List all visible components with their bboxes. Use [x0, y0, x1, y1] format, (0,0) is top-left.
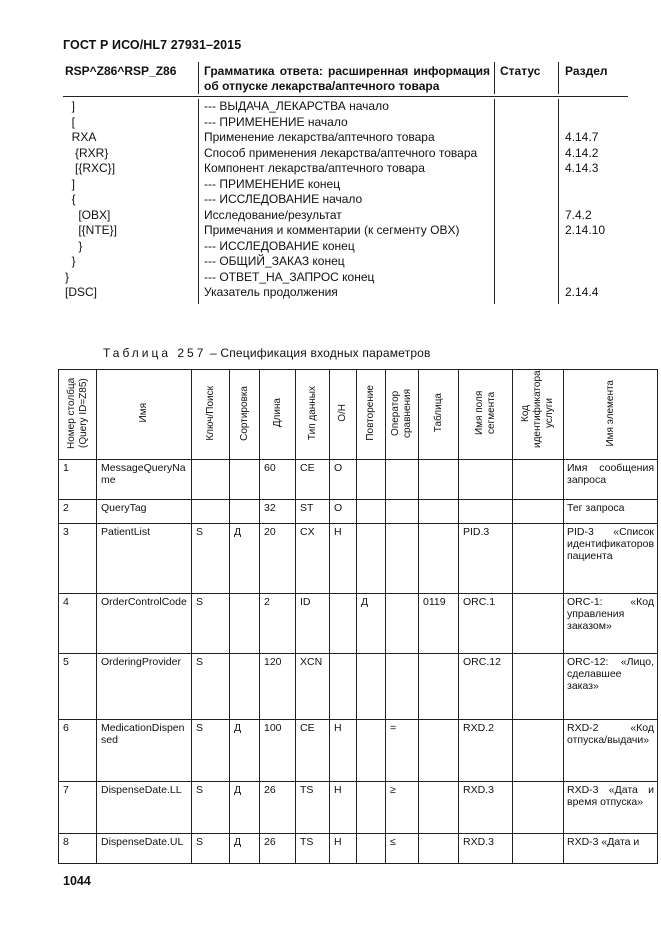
table-cell: Тег запроса — [564, 500, 658, 524]
grammar-row — [63, 161, 628, 177]
table-cell — [419, 654, 459, 720]
table-cell — [419, 782, 459, 834]
spec-column-header — [564, 370, 658, 460]
grammar-segment: [DSC] — [63, 285, 199, 304]
table-cell — [357, 834, 386, 864]
table-cell: 3 — [59, 524, 97, 594]
grammar-section — [559, 239, 628, 255]
table-cell — [459, 460, 513, 500]
table-cell: ≤ — [386, 834, 419, 864]
spec-column-header — [419, 370, 459, 460]
spec-column-header-label: Ключ/Поиск — [204, 385, 216, 441]
table-cell: = — [386, 720, 419, 782]
grammar-table — [63, 62, 628, 304]
table-cell: ORC.1 — [459, 594, 513, 654]
grammar-description: Применение лекарства/аптечного товара — [199, 130, 495, 146]
spec-column-header-label: Таблица — [432, 393, 444, 433]
table-cell — [513, 500, 564, 524]
grammar-status — [495, 239, 559, 255]
grammar-section: 4.14.3 — [565, 161, 599, 175]
spec-column-header — [459, 370, 513, 460]
table-cell: CE — [296, 460, 330, 500]
table-cell: TS — [296, 782, 330, 834]
table-row — [59, 782, 658, 834]
spec-column-header — [330, 370, 357, 460]
table-cell: Имя сообщения запроса — [564, 460, 658, 500]
grammar-header-section: Раздел — [565, 64, 608, 78]
grammar-description: Компонент лекарства/аптечного товара — [199, 161, 495, 177]
grammar-row — [63, 146, 628, 162]
grammar-description: --- ОТВЕТ_НА_ЗАПРОС конец — [199, 270, 495, 286]
table-cell — [357, 782, 386, 834]
grammar-section: 4.14.2 — [565, 145, 599, 160]
spec-column-header — [192, 370, 230, 460]
table-cell: 5 — [59, 654, 97, 720]
table-cell: ≥ — [386, 782, 419, 834]
table-cell: S — [192, 782, 230, 834]
table-cell — [357, 524, 386, 594]
spec-column-header-label: Повторение — [365, 385, 376, 441]
grammar-section — [559, 99, 628, 115]
table-cell: ID — [296, 594, 330, 654]
spec-column-header — [296, 370, 330, 460]
grammar-status — [495, 130, 559, 146]
table-row — [59, 834, 658, 864]
table-cell: Н — [330, 720, 357, 782]
table-cell: DispenseDate.UL — [97, 834, 192, 864]
table-cell: 0119 — [419, 594, 459, 654]
table-cell — [419, 834, 459, 864]
table-cell: CX — [296, 524, 330, 594]
grammar-status — [495, 223, 559, 239]
page-number: 1044 — [63, 874, 91, 888]
table-cell: S — [192, 654, 230, 720]
table-cell — [230, 500, 260, 524]
grammar-segment: [{RXC}] — [63, 161, 199, 177]
table-caption — [103, 346, 431, 360]
spec-column-header — [230, 370, 260, 460]
table-cell — [513, 782, 564, 834]
table-cell: S — [192, 720, 230, 782]
grammar-status — [495, 254, 559, 270]
grammar-header-row — [63, 62, 628, 97]
grammar-description: --- ОБЩИЙ_ЗАКАЗ конец — [199, 254, 495, 270]
table-cell: S — [192, 834, 230, 864]
table-caption-number: Таблица 257 — [103, 346, 207, 360]
table-cell: 100 — [260, 720, 296, 782]
table-cell — [357, 720, 386, 782]
grammar-section — [559, 177, 628, 193]
grammar-section: 7.4.2 — [565, 207, 592, 222]
table-cell: O — [330, 500, 357, 524]
grammar-section — [559, 192, 628, 208]
table-cell — [513, 654, 564, 720]
grammar-section: 4.14.7 — [565, 130, 599, 144]
table-cell — [513, 720, 564, 782]
grammar-segment: {RXR} — [63, 146, 199, 162]
grammar-segment: [ — [63, 115, 199, 131]
spec-header-row — [59, 370, 658, 460]
grammar-segment: } — [63, 270, 199, 286]
table-cell — [419, 524, 459, 594]
table-cell: 8 — [59, 834, 97, 864]
grammar-segment: RXA — [63, 130, 199, 146]
table-cell: Н — [330, 834, 357, 864]
spec-column-header-label: Имя элемента — [604, 379, 616, 447]
grammar-status — [495, 285, 559, 304]
grammar-status — [495, 270, 559, 286]
table-cell: Д — [357, 594, 386, 654]
table-cell — [230, 654, 260, 720]
table-cell: ST — [296, 500, 330, 524]
table-cell: DispenseDate.LL — [97, 782, 192, 834]
spec-column-header — [386, 370, 419, 460]
table-cell: 6 — [59, 720, 97, 782]
spec-column-header-label: Тип данных — [306, 385, 318, 441]
table-cell: Н — [330, 782, 357, 834]
grammar-row — [63, 99, 628, 115]
spec-column-header — [357, 370, 386, 460]
table-cell — [513, 594, 564, 654]
grammar-segment: [{NTE}] — [63, 223, 199, 239]
table-cell — [419, 720, 459, 782]
table-cell: OrderingProvider — [97, 654, 192, 720]
table-cell: 1 — [59, 460, 97, 500]
grammar-body — [63, 97, 628, 304]
spec-column-header-label: О/Н — [337, 404, 348, 422]
spec-column-header-label: Оператор сравнения — [390, 388, 413, 438]
spec-column-header-label: Имя поля сегмента — [473, 390, 497, 436]
table-cell — [513, 460, 564, 500]
grammar-row — [63, 208, 628, 224]
table-cell: 32 — [260, 500, 296, 524]
grammar-section: 2.14.4 — [565, 285, 599, 299]
table-cell — [513, 834, 564, 864]
table-cell: QueryTag — [97, 500, 192, 524]
grammar-description: --- ИССЛЕДОВАНИЕ конец — [199, 239, 495, 255]
table-cell: 4 — [59, 594, 97, 654]
table-cell: 20 — [260, 524, 296, 594]
grammar-row — [63, 192, 628, 208]
spec-column-header — [513, 370, 564, 460]
table-cell: 26 — [260, 834, 296, 864]
spec-column-header-label: Длина — [271, 398, 283, 428]
grammar-row — [63, 239, 628, 255]
spec-column-header-label: Имя — [138, 403, 149, 423]
table-cell: MedicationDispensed — [97, 720, 192, 782]
spec-column-header-label: Код идентификатора услуги — [520, 370, 555, 448]
table-cell: RXD.3 — [459, 782, 513, 834]
grammar-section — [559, 115, 628, 131]
grammar-segment: { — [63, 192, 199, 208]
table-cell — [357, 500, 386, 524]
spec-column-header-label: Сортировка — [238, 385, 250, 441]
table-cell — [330, 594, 357, 654]
table-cell: 120 — [260, 654, 296, 720]
grammar-description: --- ПРИМЕНЕНИЕ начало — [199, 115, 495, 131]
table-cell — [230, 460, 260, 500]
document-header: ГОСТ Р ИСО/HL7 27931–2015 — [63, 38, 242, 52]
spec-column-header-label: Номер столбца (Query ID=Z85) — [65, 377, 89, 449]
table-cell: Д — [230, 782, 260, 834]
table-row — [59, 524, 658, 594]
table-cell — [386, 524, 419, 594]
table-cell: CE — [296, 720, 330, 782]
grammar-description: Примечания и комментарии (к сегменту OBX) — [199, 223, 495, 239]
grammar-description: Указатель продолжения — [199, 285, 495, 304]
table-cell: ORC.12 — [459, 654, 513, 720]
grammar-section: 2.14.10 — [565, 223, 606, 237]
table-cell: RXD-3 «Дата и время отпуска» — [564, 782, 658, 834]
table-cell: S — [192, 524, 230, 594]
spec-column-header — [97, 370, 192, 460]
grammar-row — [63, 223, 628, 239]
table-cell: 26 — [260, 782, 296, 834]
table-cell — [386, 500, 419, 524]
table-cell: 2 — [59, 500, 97, 524]
table-cell: Д — [230, 524, 260, 594]
table-cell: RXD-3 «Дата и — [564, 834, 658, 864]
table-cell: PatientList — [97, 524, 192, 594]
grammar-description: --- ИССЛЕДОВАНИЕ начало — [199, 192, 495, 208]
table-cell — [419, 460, 459, 500]
table-cell: OrderControlCode — [97, 594, 192, 654]
grammar-description: Способ применения лекарства/аптечного товара — [199, 146, 495, 162]
table-cell: RXD-2 «Код отпуска/выдачи» — [564, 720, 658, 782]
table-cell — [192, 500, 230, 524]
table-row — [59, 460, 658, 500]
table-cell — [192, 460, 230, 500]
table-cell — [419, 500, 459, 524]
table-cell: Н — [330, 524, 357, 594]
table-cell: 2 — [260, 594, 296, 654]
table-cell: 7 — [59, 782, 97, 834]
grammar-status — [495, 192, 559, 208]
grammar-status — [495, 115, 559, 131]
grammar-status — [495, 99, 559, 115]
grammar-status — [495, 177, 559, 193]
grammar-description: --- ВЫДАЧА_ЛЕКАРСТВА начало — [199, 99, 495, 115]
spec-table — [58, 369, 658, 864]
grammar-row — [63, 254, 628, 270]
table-cell — [357, 460, 386, 500]
spec-body — [59, 460, 658, 864]
grammar-segment: ] — [63, 99, 199, 115]
table-cell: RXD.3 — [459, 834, 513, 864]
grammar-status — [495, 208, 559, 224]
table-cell — [386, 594, 419, 654]
table-cell: XCN — [296, 654, 330, 720]
table-row — [59, 594, 658, 654]
spec-column-header — [59, 370, 97, 460]
table-caption-title: – Спецификация входных параметров — [206, 346, 431, 360]
grammar-header-segment: RSP^Z86^RSP_Z86 — [63, 62, 199, 94]
grammar-row — [63, 270, 628, 286]
grammar-section — [559, 254, 628, 270]
table-cell — [459, 500, 513, 524]
grammar-row — [63, 115, 628, 131]
table-cell: Д — [230, 720, 260, 782]
table-cell: TS — [296, 834, 330, 864]
grammar-segment: ] — [63, 177, 199, 193]
table-row — [59, 500, 658, 524]
grammar-section — [559, 270, 628, 286]
grammar-description: Исследование/результат — [199, 208, 495, 224]
table-cell — [330, 654, 357, 720]
table-cell: RXD.2 — [459, 720, 513, 782]
table-cell — [513, 524, 564, 594]
grammar-row — [63, 177, 628, 193]
table-cell — [386, 654, 419, 720]
table-row — [59, 654, 658, 720]
table-cell: ORC-12: «Лицо, сделавшее заказ» — [564, 654, 658, 720]
grammar-row — [63, 285, 628, 304]
table-cell: S — [192, 594, 230, 654]
table-cell: O — [330, 460, 357, 500]
table-cell: ORC-1: «Код управления заказом» — [564, 594, 658, 654]
table-cell: Д — [230, 834, 260, 864]
table-cell — [230, 594, 260, 654]
table-cell: MessageQueryName — [97, 460, 192, 500]
grammar-status — [495, 146, 559, 162]
grammar-segment: [OBX] — [63, 208, 199, 224]
table-cell — [386, 460, 419, 500]
table-cell: PID-3 «Список идентификаторов пациента — [564, 524, 658, 594]
grammar-segment: } — [63, 239, 199, 255]
grammar-segment: } — [63, 254, 199, 270]
grammar-header-status: Статус — [495, 62, 559, 94]
table-cell: 60 — [260, 460, 296, 500]
table-cell: PID.3 — [459, 524, 513, 594]
table-cell — [357, 654, 386, 720]
grammar-header-description: Грамматика ответа: расширенная информация об отпуске лекарства/аптечного товара — [199, 62, 495, 94]
grammar-status — [495, 161, 559, 177]
grammar-description: --- ПРИМЕНЕНИЕ конец — [199, 177, 495, 193]
table-row — [59, 720, 658, 782]
grammar-row — [63, 130, 628, 146]
spec-column-header — [260, 370, 296, 460]
